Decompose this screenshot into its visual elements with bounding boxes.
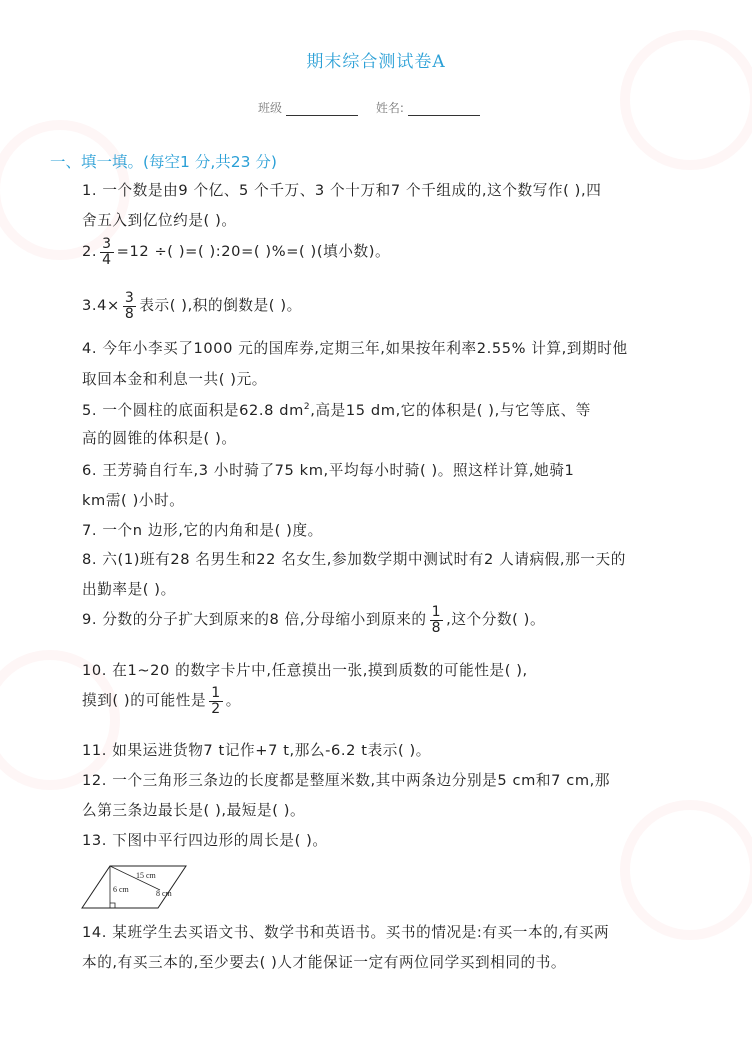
fraction-numerator: 3 <box>102 236 112 252</box>
fraction-denominator: 2 <box>211 700 221 717</box>
section-title: 一、填一填。(每空1 分,共23 分) <box>50 153 277 171</box>
student-info <box>0 99 752 116</box>
fraction-denominator: 8 <box>124 305 135 322</box>
question-8-line-2: 出勤率是( )。 <box>82 581 176 598</box>
question-10-prefix: 摸到( )的可能性是 <box>82 692 207 710</box>
question-1-line-1: 1. 一个数是由9 个亿、5 个千万、3 个十万和7 个千组成的,这个数写作( ),四 <box>82 182 602 199</box>
class-label: 班级 <box>258 101 283 115</box>
fraction-numerator: 3 <box>124 290 135 306</box>
fraction-denominator: 4 <box>102 251 112 268</box>
question-5-text-a: 5. 一个圆柱的底面积是62.8 dm <box>82 401 304 419</box>
question-12-line-1: 12. 一个三角形三条边的长度都是整厘米数,其中两条边分别是5 cm和7 cm,那 <box>82 772 611 789</box>
question-2-text: =12 ÷( )=( ):20=( )%=( )(填小数)。 <box>116 243 391 261</box>
question-10-line-1: 10. 在1~20 的数字卡片中,任意摸出一张,摸到质数的可能性是( ), <box>82 662 528 679</box>
question-10-line-2 <box>82 686 702 716</box>
question-3-text: 表示( ),积的倒数是( )。 <box>139 297 302 315</box>
question-4-line-1: 4. 今年小李买了1000 元的国库券,定期三年,如果按年利率2.55% 计算,到期时他 <box>82 340 628 357</box>
question-5-line-2: 高的圆锥的体积是( )。 <box>82 430 237 447</box>
watermark-logo <box>620 800 752 940</box>
question-2-prefix: 2. <box>82 243 98 261</box>
label-8cm: 8 cm <box>156 889 172 898</box>
fraction-1-2 <box>209 686 223 716</box>
question-13: 13. 下图中平行四边形的周长是( )。 <box>82 832 328 849</box>
question-10-suffix: 。 <box>225 692 241 710</box>
question-8-line-1: 8. 六(1)班有28 名男生和22 名女生,参加数学期中测试时有2 人请病假,那一天的 <box>82 551 626 568</box>
question-6-line-1: 6. 王芳骑自行车,3 小时骑了75 km,平均每小时骑( )。照这样计算,她骑1 <box>82 462 575 479</box>
label-15cm: 15 cm <box>136 871 156 880</box>
question-3-prefix: 3.4× <box>82 297 120 315</box>
name-label: 姓名: <box>375 101 404 115</box>
question-5-line-1 <box>82 403 702 418</box>
question-9-text: ,这个分数( )。 <box>446 611 546 629</box>
question-7: 7. 一个n 边形,它的内角和是( )度。 <box>82 522 323 539</box>
right-angle-mark <box>110 903 115 908</box>
fraction-numerator: 1 <box>431 604 442 620</box>
parallelogram-shape <box>82 866 186 908</box>
fraction-3-4 <box>100 237 114 267</box>
name-field[interactable] <box>408 103 480 116</box>
page-title: 期末综合测试卷A <box>306 52 446 72</box>
question-3 <box>82 291 702 321</box>
superscript: 2 <box>303 402 311 412</box>
question-6-line-2: km需( )小时。 <box>82 492 185 509</box>
question-9 <box>82 605 702 635</box>
fraction-1-8 <box>430 605 444 635</box>
question-14-line-2: 本的,有买三本的,至少要去( )人才能保证一定有两位同学买到相同的书。 <box>82 954 567 971</box>
question-5-text-b: ,高是15 dm,它的体积是( ),与它等底、等 <box>310 401 592 419</box>
label-6cm: 6 cm <box>113 885 129 894</box>
question-2 <box>82 237 702 267</box>
fraction-numerator: 1 <box>211 685 221 701</box>
question-4-line-2: 取回本金和利息一共( )元。 <box>82 371 267 388</box>
parallelogram-figure <box>80 862 190 912</box>
fraction-denominator: 8 <box>431 619 442 636</box>
class-field[interactable] <box>286 103 358 116</box>
question-11: 11. 如果运进货物7 t记作+7 t,那么-6.2 t表示( )。 <box>82 742 431 759</box>
fraction-3-8 <box>123 291 137 321</box>
question-1-line-2: 舍五入到亿位约是( )。 <box>82 212 237 229</box>
question-12-line-2: 么第三条边最长是( ),最短是( )。 <box>82 802 306 819</box>
question-9-prefix: 9. 分数的分子扩大到原来的8 倍,分母缩小到原来的 <box>82 611 427 629</box>
question-14-line-1: 14. 某班学生去买语文书、数学书和英语书。买书的情况是:有买一本的,有买两 <box>82 924 610 941</box>
